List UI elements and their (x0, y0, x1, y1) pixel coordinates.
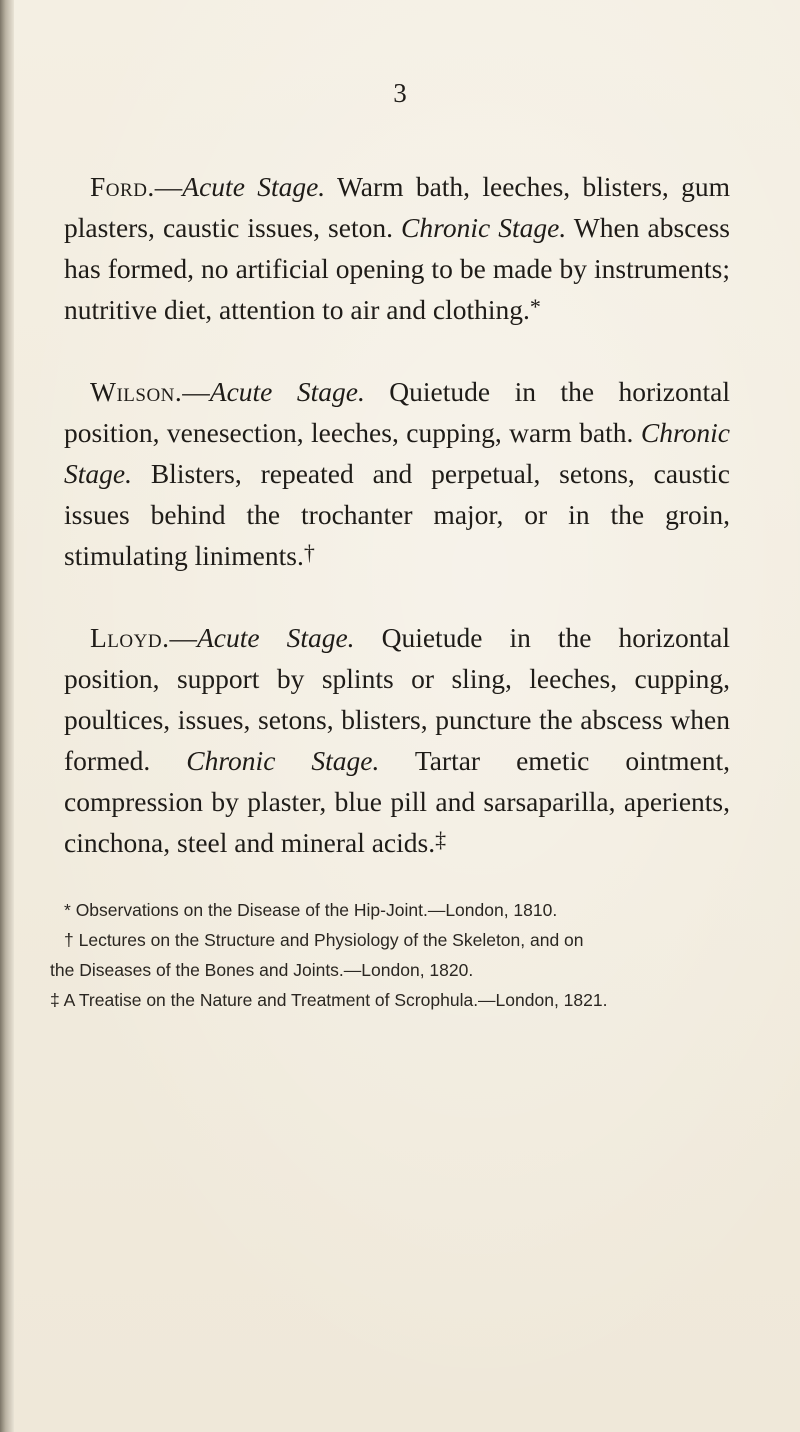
paragraph-wilson (64, 371, 730, 576)
footnote (50, 985, 740, 1015)
stage-heading: Acute Stage. (196, 622, 355, 653)
footnotes (50, 895, 740, 1015)
footnote-continuation (50, 955, 740, 985)
footnote-mark: † (64, 930, 74, 950)
footnote-reference: ‡ (435, 827, 447, 852)
treatment-text: Quietude in the horizontal position, support by splints or sling, leeches, cupping, poultices, issues, setons, blisters, puncture the abscess when formed. (64, 622, 730, 776)
treatment-text: When abscess has formed, no artificial opening to be made by instruments; nutritive diet, attention to air and clothing. (64, 212, 731, 325)
footnote-text: the Diseases of the Bones and Joints.—London, 1820. (50, 960, 474, 980)
treatment-text: Blisters, repeated and perpetual, setons, caustic issues behind the trochanter major, or in the groin, stimulating liniments. (64, 458, 730, 571)
footnote (50, 895, 740, 925)
author-name: Lloyd. (90, 622, 170, 653)
em-dash: — (182, 376, 210, 407)
page-number: 3 (393, 78, 407, 108)
treatment-text: Quietude in the horizontal position, venesection, leeches, cupping, warm bath. (64, 376, 730, 448)
stage-heading: Acute Stage. (209, 376, 365, 407)
footnote-text: A Treatise on the Nature and Treatment of Scrophula.—London, 1821. (63, 990, 608, 1010)
stage-heading: Chronic Stage. (186, 745, 380, 776)
footnote-reference: † (303, 540, 315, 565)
author-name: Ford. (90, 171, 155, 202)
paragraph-lloyd (64, 617, 730, 863)
footnote (50, 925, 740, 955)
treatment-text: Tartar emetic ointment, compression by plaster, blue pill and sarsaparilla, aperients, cinchona, steel and mineral acids. (64, 745, 730, 858)
author-name: Wilson. (90, 376, 183, 407)
stage-heading: Acute Stage. (182, 171, 326, 202)
footnote-mark: * (64, 900, 71, 920)
footnote-text: Observations on the Disease of the Hip-Joint.—London, 1810. (75, 900, 558, 920)
paragraph-ford (64, 166, 730, 330)
footnote-reference: * (529, 294, 541, 319)
page-binding-edge (0, 0, 14, 1432)
em-dash: — (154, 171, 183, 202)
treatment-text: Warm bath, leeches, blisters, gum plasters, caustic issues, seton. (64, 171, 730, 243)
em-dash: — (169, 622, 197, 653)
footnote-text: Lectures on the Structure and Physiology of the Skeleton, and on (78, 930, 584, 950)
stage-heading: Chronic Stage. (401, 212, 567, 243)
stage-heading: Chronic Stage. (64, 417, 730, 489)
footnote-mark: ‡ (50, 990, 60, 1010)
